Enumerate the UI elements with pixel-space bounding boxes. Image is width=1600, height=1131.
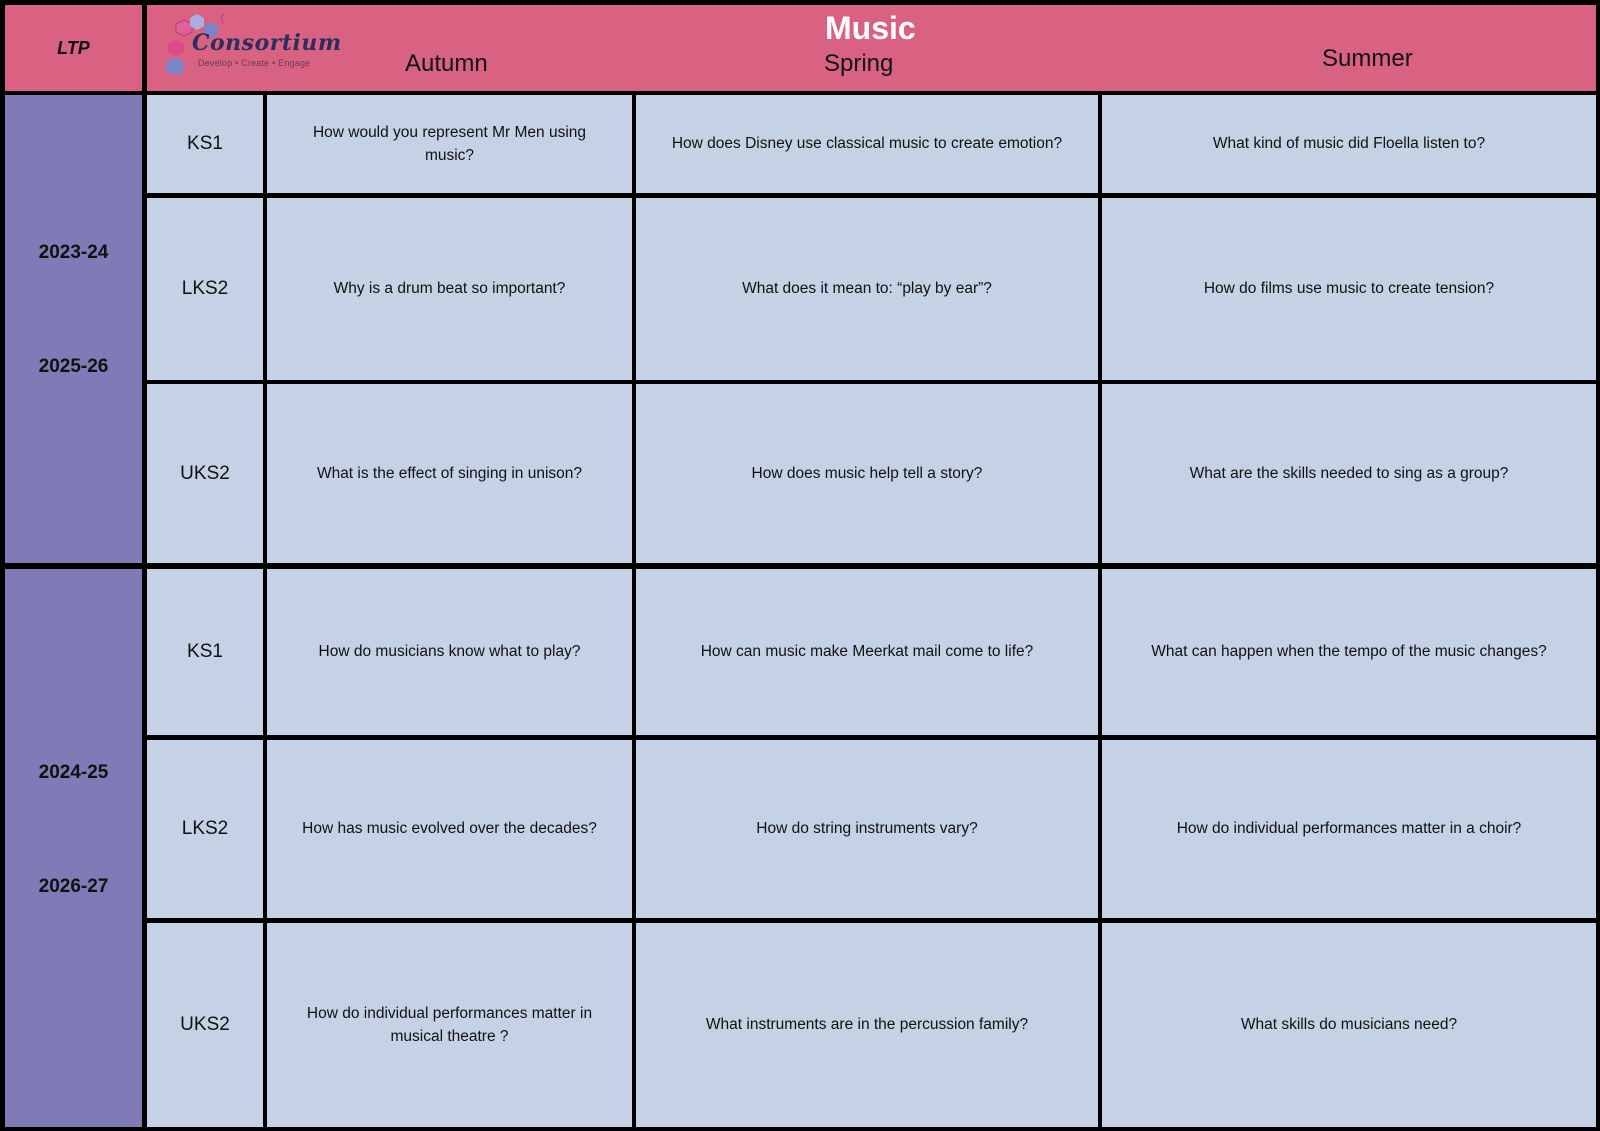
key-stage-cell [147, 95, 263, 193]
autumn-question-cell [267, 384, 632, 563]
autumn-question-cell [267, 95, 632, 193]
ltp-label: LTP [57, 37, 90, 58]
autumn-question-cell [267, 740, 632, 918]
page-title: Music [825, 10, 916, 46]
key-stage-cell [147, 198, 263, 380]
autumn-question-cell [267, 569, 632, 735]
key-stage-label: UKS2 [180, 1014, 230, 1035]
spring-question-cell [636, 95, 1098, 193]
question-text: Why is a drum beat so important? [333, 280, 566, 298]
question-text: How do individual performances matter in a choir? [1176, 820, 1522, 838]
term-header-autumn: Autumn [405, 50, 488, 77]
year-group-2 [5, 569, 142, 1127]
question-text: How does music help tell a story? [751, 464, 983, 482]
key-stage-label: KS1 [187, 133, 223, 154]
question-text: What is the effect of singing in unison? [316, 464, 583, 482]
key-stage-cell [147, 384, 263, 563]
key-stage-cell [147, 740, 263, 918]
term-header-spring: Spring [824, 50, 894, 77]
summer-question-cell [1102, 198, 1596, 380]
consortium-logo [164, 10, 342, 74]
summer-question-cell [1102, 569, 1596, 735]
question-text: What kind of music did Floella listen to? [1212, 135, 1486, 153]
question-text: How can music make Meerkat mail come to life? [700, 643, 1034, 661]
spring-question-cell [636, 384, 1098, 563]
question-text: How do string instruments vary? [756, 820, 978, 838]
question-text: How do films use music to create tension? [1203, 280, 1495, 298]
logo-wordmark: Consortium [192, 30, 342, 56]
spring-question-cell [636, 923, 1098, 1127]
question-text: How has music evolved over the decades? [302, 820, 597, 838]
year-label: 2023-24 [38, 242, 109, 263]
ltp-header-cell [5, 5, 142, 91]
summer-question-cell [1102, 740, 1596, 918]
question-text: How would you represent Mr Men using music? [312, 123, 587, 164]
key-stage-label: UKS2 [180, 462, 230, 484]
year-label: 2026-27 [38, 876, 109, 897]
year-label: 2024-25 [38, 762, 109, 783]
question-text: What does it mean to: “play by ear”? [742, 280, 992, 298]
term-header-summer: Summer [1322, 45, 1413, 72]
question-text: What instruments are in the percussion family? [705, 1016, 1029, 1034]
spring-question-cell [636, 569, 1098, 735]
summer-question-cell [1102, 384, 1596, 563]
year-label: 2025-26 [38, 356, 109, 377]
logo-tagline: Develop • Create • Engage [198, 58, 311, 68]
summer-question-cell [1102, 95, 1596, 193]
question-text: What are the skills needed to sing as a group? [1189, 464, 1509, 482]
question-text: How do musicians know what to play? [318, 643, 581, 661]
key-stage-label: KS1 [187, 641, 223, 662]
key-stage-label: LKS2 [181, 278, 229, 299]
key-stage-cell [147, 923, 263, 1127]
question-text: How do individual performances matter in musical theatre ? [306, 1004, 593, 1045]
key-stage-cell [147, 569, 263, 735]
question-text: How does Disney use classical music to create emotion? [671, 135, 1063, 153]
spring-question-cell [636, 198, 1098, 380]
autumn-question-cell [267, 923, 632, 1127]
question-text: What can happen when the tempo of the music changes? [1151, 643, 1547, 661]
key-stage-label: LKS2 [181, 818, 229, 839]
spring-question-cell [636, 740, 1098, 918]
summer-question-cell [1102, 923, 1596, 1127]
year-group-1 [5, 95, 142, 563]
question-text: What skills do musicians need? [1240, 1016, 1458, 1034]
autumn-question-cell [267, 198, 632, 380]
